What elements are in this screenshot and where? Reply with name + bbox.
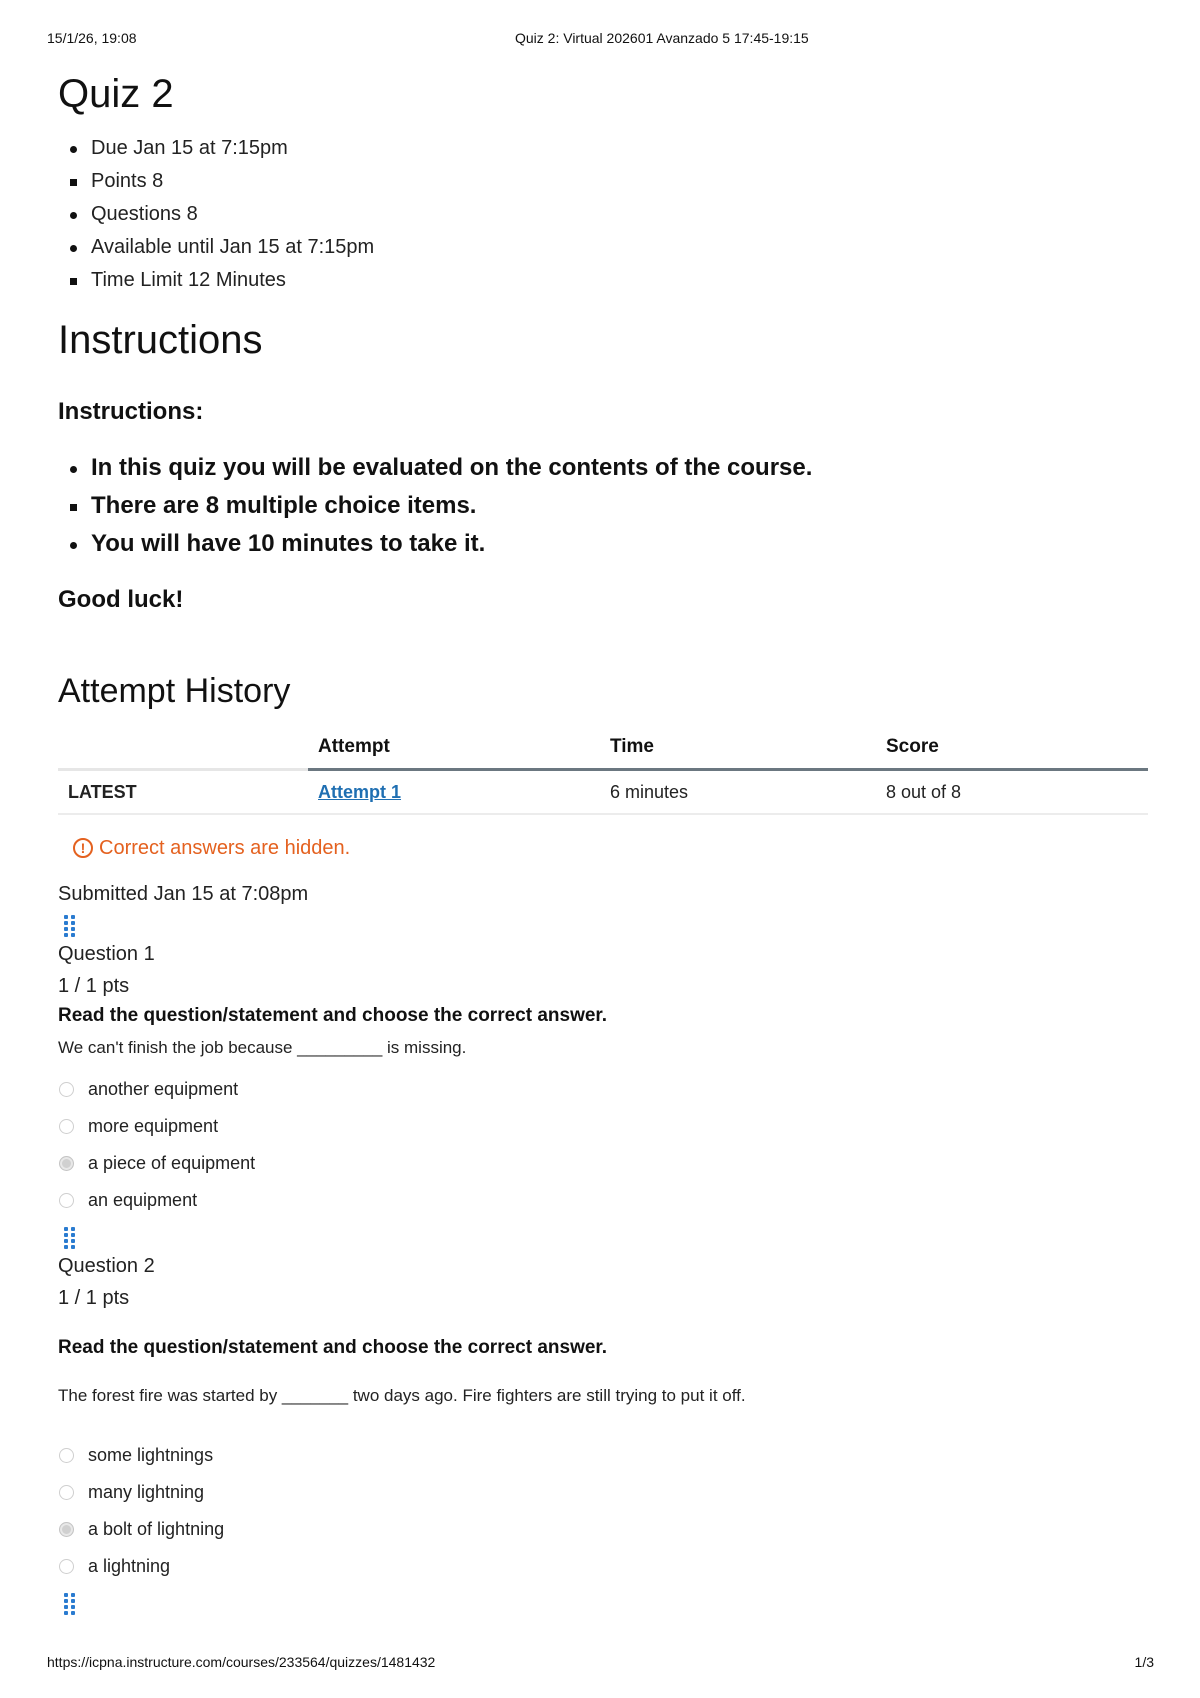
quiz-content [58,66,1148,1615]
instruction-item: There are 8 multiple choice items. [91,487,1148,525]
instructions-section-title: Instructions [58,318,263,362]
answer-label: another equipment [88,1079,239,1099]
radio-button[interactable] [59,1119,74,1134]
answer-label: a lightning [88,1556,171,1576]
answer-option[interactable] [58,1108,1148,1145]
alert-text: Correct answers are hidden. [99,837,351,859]
instructions-heading: Instructions: [58,398,204,425]
column-header-attempt: Attempt [308,726,600,770]
correct-answers-hidden-alert [73,835,1148,861]
submitted-timestamp: Submitted Jan 15 at 7:08pm [58,883,309,905]
answer-option-selected[interactable] [58,1511,1148,1548]
answer-options [58,1437,1148,1585]
question-points: 1 / 1 pts [58,1287,130,1309]
radio-button[interactable] [59,1082,74,1097]
question-1 [58,915,1148,1219]
answer-label: an equipment [88,1190,198,1210]
answer-label: many lightning [88,1482,205,1502]
answer-option[interactable] [58,1071,1148,1108]
question-instruction: Read the question/statement and choose the correct answer. [58,1337,608,1358]
instructions-closing: Good luck! [58,586,184,613]
radio-button-selected[interactable] [59,1522,74,1537]
quiz-detail-questions: Questions 8 [91,198,1148,231]
radio-button-selected[interactable] [59,1156,74,1171]
question-title: Question 1 [58,943,155,965]
quiz-title: Quiz 2 [58,72,174,116]
print-page-number: 1/3 [1134,1654,1154,1670]
quiz-detail-due: Due Jan 15 at 7:15pm [91,132,1148,165]
answer-option[interactable] [58,1437,1148,1474]
radio-button[interactable] [59,1559,74,1574]
column-header-score: Score [876,726,1148,770]
question-2 [58,1227,1148,1615]
column-header-time: Time [600,726,876,770]
answer-label: some lightnings [88,1445,214,1465]
quiz-detail-points: Points 8 [91,165,1148,198]
attempt-time: 6 minutes [600,770,876,815]
table-row [58,770,1148,815]
instructions-list [58,449,1148,563]
print-page-title: Quiz 2: Virtual 202601 Avanzado 5 17:45-19:15 [515,30,809,46]
radio-button[interactable] [59,1448,74,1463]
drag-handle-icon[interactable] [64,915,74,937]
quiz-details-list [58,132,1148,297]
question-text: The forest fire was started by _______ two days ago. Fire fighters are still trying to put it off. [58,1386,746,1405]
quiz-detail-time-limit: Time Limit 12 Minutes [91,264,1148,297]
instruction-item: You will have 10 minutes to take it. [91,525,1148,563]
print-datetime: 15/1/26, 19:08 [47,30,137,46]
answer-options [58,1071,1148,1219]
radio-button[interactable] [59,1193,74,1208]
print-url: https://icpna.instructure.com/courses/233564/quizzes/1481432 [47,1654,436,1670]
quiz-detail-available: Available until Jan 15 at 7:15pm [91,231,1148,264]
attempt-1-link[interactable]: Attempt 1 [318,781,402,802]
answer-option-selected[interactable] [58,1145,1148,1182]
answer-label: a bolt of lightning [88,1519,225,1539]
answer-option[interactable] [58,1474,1148,1511]
warning-circle-icon: ! [73,838,93,858]
drag-handle-icon[interactable] [64,1227,74,1249]
attempt-history-title: Attempt History [58,672,291,710]
answer-label: a piece of equipment [88,1153,256,1173]
attempt-history-table [58,726,1148,815]
question-points: 1 / 1 pts [58,975,130,997]
instruction-item: In this quiz you will be evaluated on the contents of the course. [91,449,1148,487]
attempt-row-label: LATEST [58,770,308,815]
column-header-blank [58,726,308,770]
answer-label: more equipment [88,1116,219,1136]
question-instruction: Read the question/statement and choose the correct answer. [58,1005,608,1026]
attempt-score: 8 out of 8 [876,770,1148,815]
drag-handle-icon[interactable] [64,1593,74,1615]
answer-option[interactable] [58,1182,1148,1219]
attempt-cell [308,770,600,815]
question-text: We can't finish the job because _________ is missing. [58,1038,467,1057]
answer-option[interactable] [58,1548,1148,1585]
radio-button[interactable] [59,1485,74,1500]
question-title: Question 2 [58,1255,155,1277]
